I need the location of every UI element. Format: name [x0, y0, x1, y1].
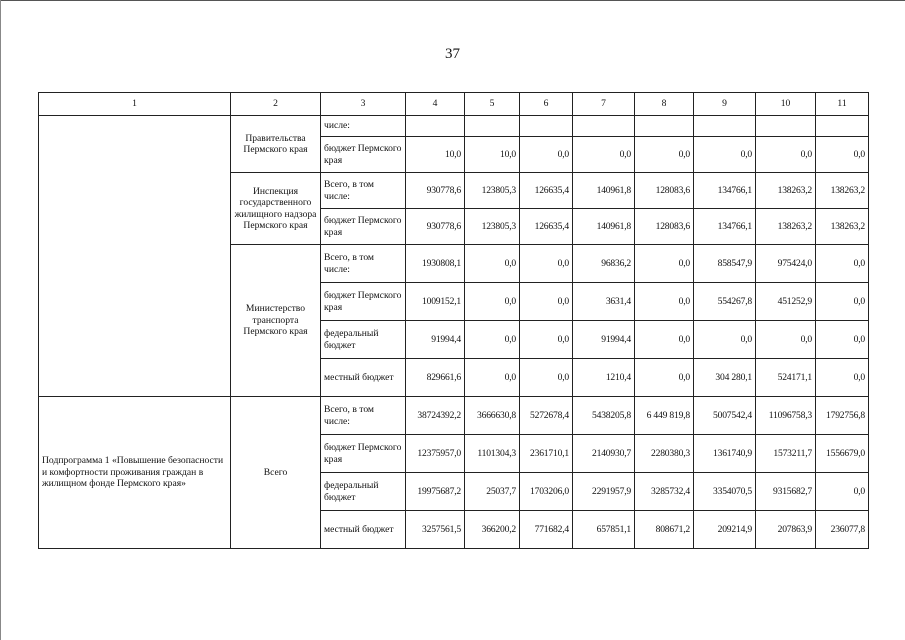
value-cell: 930778,6: [406, 209, 465, 245]
value-cell: 0,0: [756, 137, 816, 173]
column-number: 11: [816, 93, 869, 116]
value-cell: 2361710,1: [520, 435, 573, 473]
column-number: 8: [635, 93, 694, 116]
table-row: [39, 397, 869, 435]
value-cell: 0,0: [465, 321, 520, 359]
value-cell: 123805,3: [465, 173, 520, 209]
funding-type-cell: числе:: [321, 116, 406, 137]
value-cell: 38724392,2: [406, 397, 465, 435]
value-cell: 138263,2: [816, 173, 869, 209]
value-cell: 140961,8: [573, 173, 635, 209]
value-cell: 0,0: [756, 321, 816, 359]
page-left-edge: [0, 0, 1, 640]
value-cell: 91994,4: [573, 321, 635, 359]
value-cell: 304 280,1: [694, 359, 756, 397]
value-cell: [694, 116, 756, 137]
table-row: [39, 116, 869, 137]
value-cell: [465, 116, 520, 137]
value-cell: 0,0: [694, 137, 756, 173]
value-cell: 209214,9: [694, 511, 756, 549]
value-cell: 451252,9: [756, 283, 816, 321]
budget-table: [38, 92, 869, 549]
value-cell: 0,0: [520, 137, 573, 173]
value-cell: 5272678,4: [520, 397, 573, 435]
value-cell: 138263,2: [816, 209, 869, 245]
value-cell: 2291957,9: [573, 473, 635, 511]
value-cell: 0,0: [694, 321, 756, 359]
value-cell: 9315682,7: [756, 473, 816, 511]
value-cell: 0,0: [635, 359, 694, 397]
value-cell: 0,0: [816, 321, 869, 359]
page-top-edge: [0, 0, 905, 1]
value-cell: 1361740,9: [694, 435, 756, 473]
executor-cell: Правительства Пермского края: [231, 116, 321, 173]
value-cell: 771682,4: [520, 511, 573, 549]
value-cell: 0,0: [520, 321, 573, 359]
value-cell: 0,0: [816, 137, 869, 173]
column-number: 6: [520, 93, 573, 116]
funding-type-cell: бюджет Пермского края: [321, 209, 406, 245]
value-cell: 0,0: [635, 245, 694, 283]
value-cell: 1930808,1: [406, 245, 465, 283]
value-cell: 0,0: [520, 283, 573, 321]
value-cell: [756, 116, 816, 137]
value-cell: 126635,4: [520, 209, 573, 245]
value-cell: 3631,4: [573, 283, 635, 321]
value-cell: 0,0: [816, 283, 869, 321]
funding-type-cell: бюджет Пермского края: [321, 283, 406, 321]
value-cell: 3354070,5: [694, 473, 756, 511]
value-cell: 2140930,7: [573, 435, 635, 473]
value-cell: 12375957,0: [406, 435, 465, 473]
funding-type-cell: федеральный бюджет: [321, 473, 406, 511]
program-cell-empty: [39, 116, 231, 397]
value-cell: 10,0: [465, 137, 520, 173]
executor-cell: Инспекция государственного жилищного надзора Пермского края: [231, 173, 321, 245]
value-cell: 657851,1: [573, 511, 635, 549]
value-cell: 1210,4: [573, 359, 635, 397]
column-number: 3: [321, 93, 406, 116]
value-cell: 236077,8: [816, 511, 869, 549]
column-number: 7: [573, 93, 635, 116]
value-cell: 808671,2: [635, 511, 694, 549]
value-cell: 3257561,5: [406, 511, 465, 549]
funding-type-cell: местный бюджет: [321, 359, 406, 397]
subprogram-title-cell: Подпрограмма 1 «Повышение безопасности и комфортности проживания граждан в жилищном фонде Пермского края»: [39, 397, 231, 549]
value-cell: 128083,6: [635, 173, 694, 209]
value-cell: 1101304,3: [465, 435, 520, 473]
value-cell: 0,0: [816, 359, 869, 397]
value-cell: 123805,3: [465, 209, 520, 245]
value-cell: 138263,2: [756, 173, 816, 209]
value-cell: 829661,6: [406, 359, 465, 397]
funding-type-cell: Всего, в том числе:: [321, 397, 406, 435]
value-cell: 128083,6: [635, 209, 694, 245]
value-cell: 1792756,8: [816, 397, 869, 435]
funding-type-cell: федеральный бюджет: [321, 321, 406, 359]
column-number-row: [39, 93, 869, 116]
value-cell: [520, 116, 573, 137]
value-cell: 2280380,3: [635, 435, 694, 473]
value-cell: 858547,9: [694, 245, 756, 283]
funding-type-cell: местный бюджет: [321, 511, 406, 549]
value-cell: 0,0: [816, 245, 869, 283]
value-cell: [573, 116, 635, 137]
page-number: 37: [445, 46, 460, 62]
value-cell: 134766,1: [694, 173, 756, 209]
value-cell: 5438205,8: [573, 397, 635, 435]
value-cell: [635, 116, 694, 137]
value-cell: 0,0: [635, 321, 694, 359]
value-cell: 5007542,4: [694, 397, 756, 435]
column-number: 5: [465, 93, 520, 116]
funding-type-cell: Всего, в том числе:: [321, 173, 406, 209]
funding-type-cell: Всего, в том числе:: [321, 245, 406, 283]
value-cell: 10,0: [406, 137, 465, 173]
value-cell: 207863,9: [756, 511, 816, 549]
value-cell: 11096758,3: [756, 397, 816, 435]
value-cell: 19975687,2: [406, 473, 465, 511]
value-cell: [816, 116, 869, 137]
value-cell: 0,0: [816, 473, 869, 511]
value-cell: 524171,1: [756, 359, 816, 397]
value-cell: [406, 116, 465, 137]
value-cell: 0,0: [465, 359, 520, 397]
value-cell: 0,0: [635, 137, 694, 173]
column-number: 1: [39, 93, 231, 116]
value-cell: 0,0: [520, 245, 573, 283]
funding-type-cell: бюджет Пермского края: [321, 137, 406, 173]
value-cell: 96836,2: [573, 245, 635, 283]
column-number: 2: [231, 93, 321, 116]
value-cell: 140961,8: [573, 209, 635, 245]
value-cell: 0,0: [465, 245, 520, 283]
column-number: 10: [756, 93, 816, 116]
column-number: 4: [406, 93, 465, 116]
value-cell: 0,0: [573, 137, 635, 173]
value-cell: 0,0: [520, 359, 573, 397]
value-cell: 3666630,8: [465, 397, 520, 435]
value-cell: 975424,0: [756, 245, 816, 283]
value-cell: 0,0: [465, 283, 520, 321]
value-cell: 126635,4: [520, 173, 573, 209]
value-cell: 0,0: [635, 283, 694, 321]
value-cell: 91994,4: [406, 321, 465, 359]
value-cell: 1703206,0: [520, 473, 573, 511]
executor-cell: Всего: [231, 397, 321, 549]
value-cell: 1573211,7: [756, 435, 816, 473]
value-cell: 6 449 819,8: [635, 397, 694, 435]
value-cell: 1556679,0: [816, 435, 869, 473]
value-cell: 134766,1: [694, 209, 756, 245]
value-cell: 366200,2: [465, 511, 520, 549]
value-cell: 25037,7: [465, 473, 520, 511]
value-cell: 3285732,4: [635, 473, 694, 511]
executor-cell: Министерство транспорта Пермского края: [231, 245, 321, 397]
value-cell: 1009152,1: [406, 283, 465, 321]
value-cell: 930778,6: [406, 173, 465, 209]
value-cell: 554267,8: [694, 283, 756, 321]
column-number: 9: [694, 93, 756, 116]
value-cell: 138263,2: [756, 209, 816, 245]
funding-type-cell: бюджет Пермского края: [321, 435, 406, 473]
